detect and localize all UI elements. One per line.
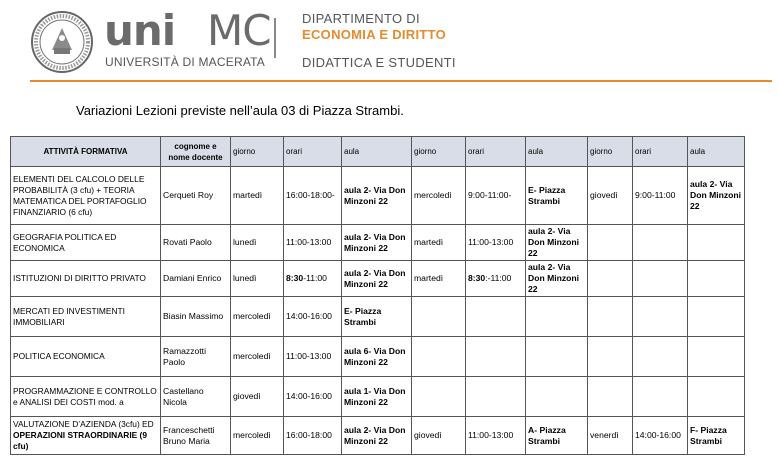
room-cell: aula 2- Via Don Minzoni 22 (688, 167, 745, 225)
hours-end: :-11:00 (485, 273, 512, 283)
header-divider (274, 18, 276, 58)
room-cell (688, 297, 745, 337)
room-cell (688, 261, 745, 297)
col-room-1: aula (342, 137, 412, 167)
table-row (11, 297, 745, 337)
teacher-cell: Ramazzotti Paolo (161, 337, 231, 377)
table-row (11, 377, 745, 417)
teacher-cell: Biasin Massimo (161, 297, 231, 337)
day-cell (412, 377, 466, 417)
day-cell: giovedì (588, 167, 633, 225)
day-cell: martedì (231, 167, 284, 225)
hours-cell (466, 261, 526, 297)
col-activity: ATTIVITÀ FORMATIVA (11, 137, 161, 167)
hours-cell (633, 297, 688, 337)
hours-cell (633, 337, 688, 377)
col-hours-3: orari (633, 137, 688, 167)
page-header (0, 0, 778, 82)
dept-line3: DIDATTICA E STUDENTI (302, 55, 456, 70)
activity-cell: PROGRAMMAZIONE E CONTROLLO e ANALISI DEI COSTI mod. a (11, 377, 161, 417)
room-cell (688, 337, 745, 377)
hours-cell: 9:00-11:00 (633, 167, 688, 225)
table-row (11, 337, 745, 377)
room-cell: aula 6- Via Don Minzoni 22 (342, 337, 412, 377)
hours-cell: 11:00-13:00 (466, 225, 526, 261)
room-cell: aula 2- Via Don Minzoni 22 (526, 225, 588, 261)
room-cell: A- Piazza Strambi (526, 417, 588, 455)
dept-line2: ECONOMIA E DIRITTO (302, 27, 447, 42)
table-row (11, 167, 745, 225)
room-cell: aula 2- Via Don Minzoni 22 (526, 261, 588, 297)
activity-cell (11, 417, 161, 455)
teacher-cell: Franceschetti Bruno Maria (161, 417, 231, 455)
schedule-table (10, 136, 745, 455)
day-cell: giovedì (231, 377, 284, 417)
activity-cell: GEOGRAFIA POLITICA ED ECONOMICA (11, 225, 161, 261)
room-cell: F- Piazza Strambi (688, 417, 745, 455)
hours-cell: 16:00-18:00 (284, 417, 342, 455)
room-cell: aula 2- Via Don Minzoni 22 (342, 417, 412, 455)
department-block (302, 11, 456, 71)
col-room-3: aula (688, 137, 745, 167)
table-header-row (11, 137, 745, 167)
hours-end: -11:00 (303, 273, 327, 283)
day-cell: venerdì (588, 417, 633, 455)
room-cell (526, 337, 588, 377)
hours-cell (466, 337, 526, 377)
hours-cell (633, 261, 688, 297)
day-cell (588, 225, 633, 261)
teacher-cell: Cerqueti Roy (161, 167, 231, 225)
hours-start-bold: 8:30 (468, 273, 486, 283)
room-cell (526, 377, 588, 417)
col-room-2: aula (526, 137, 588, 167)
room-cell: E- Piazza Strambi (526, 167, 588, 225)
teacher-cell: Castellano Nicola (161, 377, 231, 417)
room-cell: aula 2- Via Don Minzoni 22 (342, 225, 412, 261)
university-name: UNIVERSITÀ DI MACERATA (105, 55, 265, 69)
col-day-3: giorno (588, 137, 633, 167)
col-day-1: giorno (231, 137, 284, 167)
room-cell: aula 1- Via Don Minzoni 22 (342, 377, 412, 417)
hours-cell (466, 377, 526, 417)
day-cell (588, 377, 633, 417)
teacher-cell: Damiani Enrico (161, 261, 231, 297)
col-day-2: giorno (412, 137, 466, 167)
day-cell: lunedì (231, 225, 284, 261)
col-teacher: cognome e nome docente (161, 137, 231, 167)
day-cell (588, 337, 633, 377)
dept-line1: DIPARTIMENTO DI (302, 11, 420, 26)
day-cell (588, 297, 633, 337)
room-cell (688, 377, 745, 417)
room-cell (526, 297, 588, 337)
activity-text-bold: OPERAZIONI STRAORDINARIE (9 cfu) (13, 430, 148, 451)
table-row (11, 225, 745, 261)
room-cell (688, 225, 745, 261)
day-cell (412, 337, 466, 377)
day-cell (412, 297, 466, 337)
day-cell: mercoledì (231, 417, 284, 455)
hours-cell: 11:00-13:00 (284, 225, 342, 261)
university-logo (104, 6, 274, 69)
table-row (11, 261, 745, 297)
hours-cell: 14:00-16:00 (284, 377, 342, 417)
room-cell: aula 2- Via Don Minzoni 22 (342, 261, 412, 297)
hours-cell (633, 225, 688, 261)
day-cell: martedì (412, 261, 466, 297)
day-cell: mercoledì (231, 337, 284, 377)
logo-word-light: MC (207, 6, 271, 55)
day-cell: lunedì (231, 261, 284, 297)
activity-cell: MERCATI ED INVESTIMENTI IMMOBILIARI (11, 297, 161, 337)
activity-cell: POLITICA ECONOMICA (11, 337, 161, 377)
day-cell: mercoledì (231, 297, 284, 337)
page-title: Variazioni Lezioni previste nell’aula 03 di Piazza Strambi. (76, 103, 404, 118)
hours-cell: 11:00-13:00 (466, 417, 526, 455)
day-cell: mercoledì (412, 167, 466, 225)
logo-word-bold: uni (104, 6, 176, 55)
day-cell: martedì (412, 225, 466, 261)
activity-cell: ELEMENTI DEL CALCOLO DELLE PROBABILITÀ (3 cfu) + TEORIA MATEMATICA DEL PORTAFOGLIO FINANZIARIO (6 cfu) (11, 167, 161, 225)
activity-cell: ISTITUZIONI DI DIRITTO PRIVATO (11, 261, 161, 297)
hours-cell: 14:00-16:00 (284, 297, 342, 337)
table-row (11, 417, 745, 455)
hours-cell (466, 297, 526, 337)
day-cell: giovedì (412, 417, 466, 455)
activity-text: VALUTAZIONE D’AZIENDA (3cfu) ED (13, 419, 154, 429)
day-cell (588, 261, 633, 297)
teacher-cell: Rovati Paolo (161, 225, 231, 261)
hours-cell (284, 261, 342, 297)
col-hours-2: orari (466, 137, 526, 167)
header-rule (30, 80, 772, 82)
hours-cell: 14:00-16:00 (633, 417, 688, 455)
col-hours-1: orari (284, 137, 342, 167)
hours-cell: 16:00-18:00- (284, 167, 342, 225)
hours-cell: 9:00-11:00- (466, 167, 526, 225)
room-cell: aula 2- Via Don Minzoni 22 (342, 167, 412, 225)
room-cell: E- Piazza Strambi (342, 297, 412, 337)
university-seal-icon (30, 10, 94, 74)
hours-cell: 11:00-13:00 (284, 337, 342, 377)
hours-start-bold: 8:30 (286, 273, 304, 283)
hours-cell (633, 377, 688, 417)
